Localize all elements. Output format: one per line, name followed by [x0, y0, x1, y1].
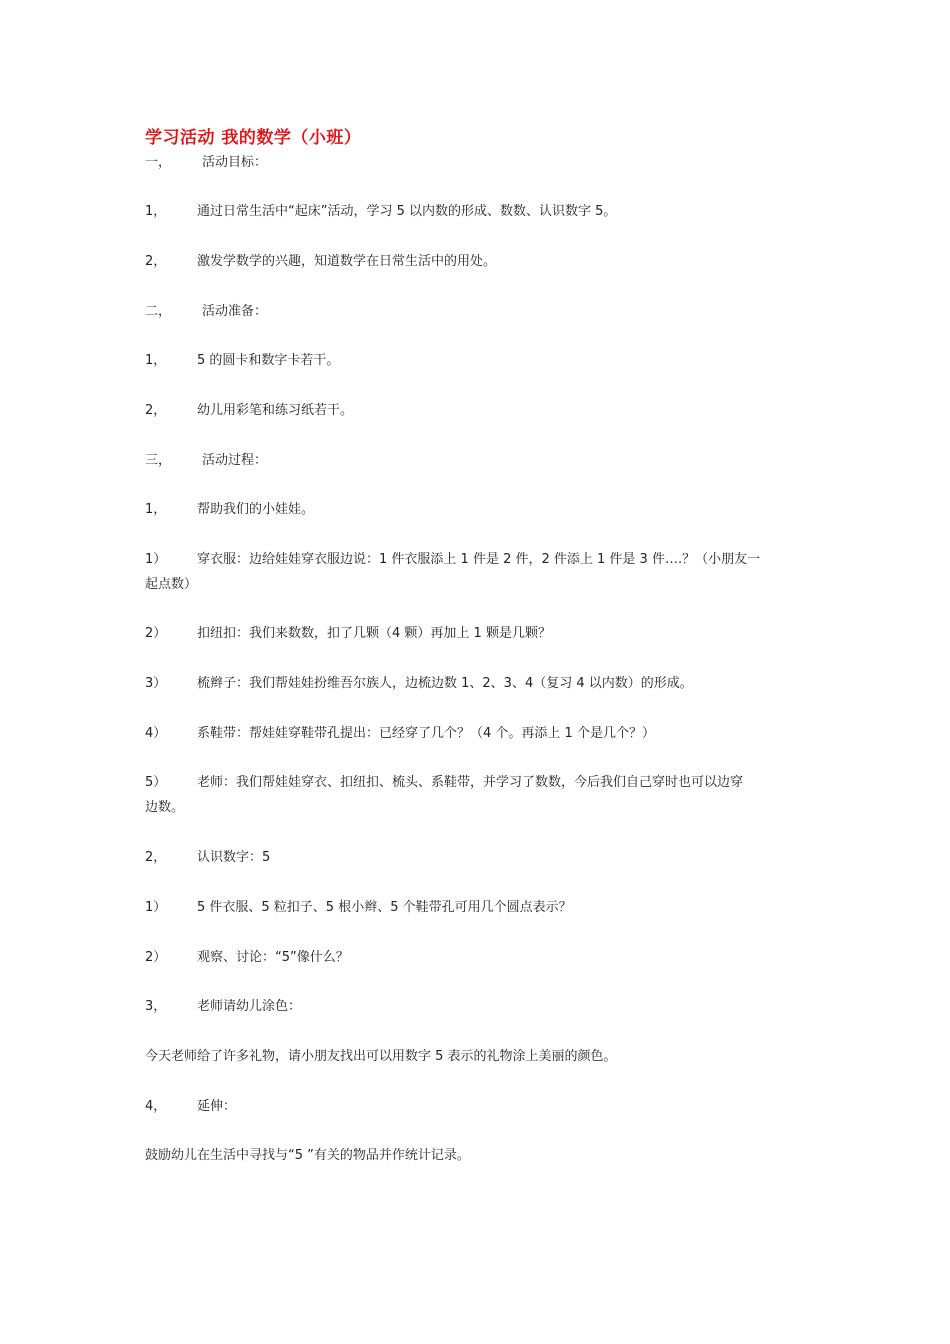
item-marker: 2， — [145, 254, 167, 269]
list-item — [145, 770, 810, 820]
section-goals — [145, 150, 810, 175]
item-marker: 3） — [145, 676, 167, 691]
item-marker: 1， — [145, 353, 167, 368]
list-item — [145, 348, 810, 373]
section-marker: 二， — [145, 304, 172, 319]
section-prep — [145, 299, 810, 324]
item-text: 老师：我们帮娃娃穿衣、扣纽扣、梳头、系鞋带，并学习了数数，今后我们自己穿时也可以边穿 — [197, 775, 744, 790]
item-text: 穿衣服：边给娃娃穿衣服边说：1 件衣服添上 1 件是 2 件，2 件添上 1 件是 3 件….？（小朋友一 — [197, 552, 761, 567]
step-text: 帮助我们的小娃娃。 — [197, 502, 315, 517]
section-heading: 活动准备： — [202, 304, 268, 319]
step-marker: 3， — [145, 999, 167, 1014]
step-heading — [145, 994, 810, 1019]
list-item — [145, 895, 810, 920]
list-item — [145, 249, 810, 274]
step-heading — [145, 845, 810, 870]
section-marker: 三， — [145, 453, 172, 468]
paragraph: 今天老师给了许多礼物，请小朋友找出可以用数字 5 表示的礼物涂上美丽的颜色。 — [145, 1049, 617, 1064]
list-item — [145, 199, 810, 224]
list-item — [145, 671, 810, 696]
list-item — [145, 547, 810, 597]
item-text-continuation: 起点数） — [145, 577, 198, 592]
item-text: 扣纽扣：我们来数数，扣了几颗（4 颗）再加上 1 颗是几颗？ — [197, 626, 551, 641]
section-heading: 活动目标： — [202, 155, 268, 170]
item-marker: 4） — [145, 726, 167, 741]
item-marker: 1， — [145, 204, 167, 219]
page-title: 学习活动 我的数学（小班） — [145, 128, 362, 148]
item-text: 梳辫子：我们帮娃娃扮维吾尔族人，边梳边数 1、2、3、4（复习 4 以内数）的形成。 — [197, 676, 693, 691]
item-marker: 2） — [145, 950, 167, 965]
item-text: 幼儿用彩笔和练习纸若干。 — [197, 403, 354, 418]
item-text: 通过日常生活中“起床”活动，学习 5 以内数的形成、数数、认识数字 5。 — [197, 204, 617, 219]
section-marker: 一， — [145, 155, 172, 170]
step-text: 老师请幼儿涂色： — [197, 999, 302, 1014]
section-heading: 活动过程： — [202, 453, 268, 468]
list-item — [145, 945, 810, 970]
item-marker: 5） — [145, 775, 167, 790]
item-text: 激发学数学的兴趣，知道数学在日常生活中的用处。 — [197, 254, 497, 269]
paragraph: 鼓励幼儿在生活中寻找与“5 ”有关的物品并作统计记录。 — [145, 1148, 470, 1163]
list-item — [145, 398, 810, 423]
item-marker: 2， — [145, 403, 167, 418]
item-text: 5 件衣服、5 粒扣子、5 根小辫、5 个鞋带孔可用几个圆点表示？ — [197, 900, 572, 915]
item-text: 观察、讨论：“5”像什么？ — [197, 950, 349, 965]
step-text: 认识数字：5 — [197, 850, 271, 865]
step-heading — [145, 497, 810, 522]
list-item — [145, 621, 810, 646]
step-text: 延伸： — [197, 1099, 237, 1114]
list-item — [145, 721, 810, 746]
section-process — [145, 448, 810, 473]
item-marker: 1） — [145, 900, 167, 915]
item-marker: 1） — [145, 552, 167, 567]
item-text: 5 的圆卡和数字卡若干。 — [197, 353, 340, 368]
item-text-continuation: 边数。 — [145, 800, 185, 815]
step-heading — [145, 1094, 810, 1119]
step-marker: 1， — [145, 502, 167, 517]
item-text: 系鞋带：帮娃娃穿鞋带孔提出：已经穿了几个？（4 个。再添上 1 个是几个？） — [197, 726, 655, 741]
item-marker: 2） — [145, 626, 167, 641]
step-marker: 4， — [145, 1099, 167, 1114]
step-marker: 2， — [145, 850, 167, 865]
